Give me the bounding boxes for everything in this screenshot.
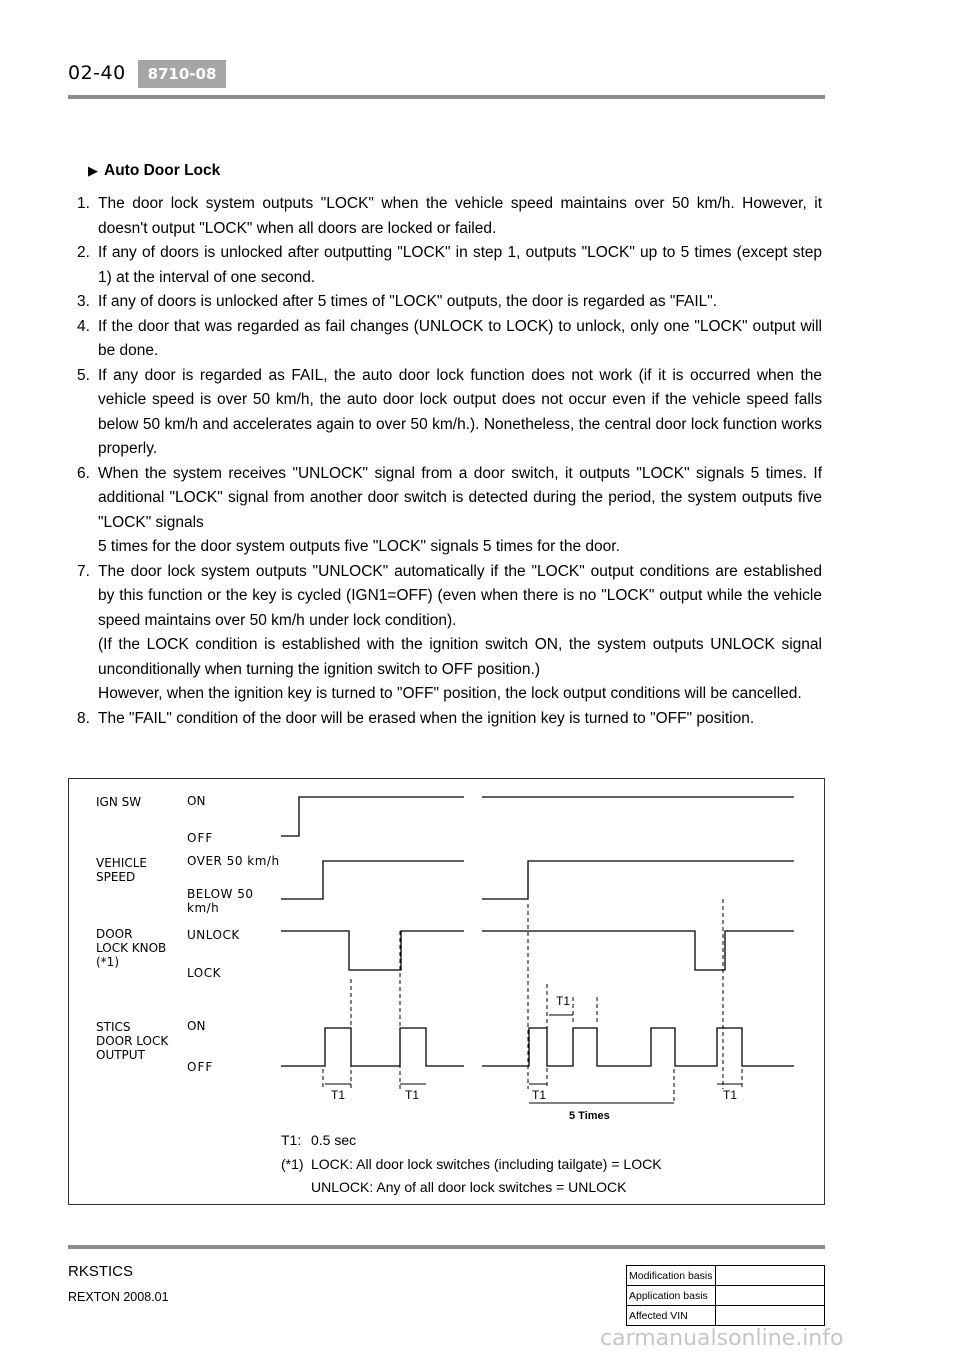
step-number: 1. [77,195,90,212]
step-text: The door lock system outputs "UNLOCK" automatically if the "LOCK" output conditions are established by this function or the key is cycled (IGN1=OFF) (even when there is no "LOCK" output while the vehicle speed maintains over 50 km/h under lock condition). [98,562,822,629]
output-waveform-segment-1 [281,1028,464,1066]
step-item [72,241,822,290]
state-ign-off: OFF [187,831,214,845]
step-item [72,315,822,364]
table-cell-label: Application basis [627,1286,716,1306]
page-number: 02-40 [68,62,126,84]
steps-list [72,192,822,731]
step-item [72,560,822,707]
t1-label: T1 [556,994,571,1008]
section-code-badge: 8710-08 [138,60,226,88]
state-speed-over: OVER 50 km/h [187,854,280,868]
timing-diagram [68,778,825,1205]
signal-name-door-knob: DOOR LOCK KNOB (*1) [96,927,167,969]
section-title-text: Auto Door Lock [104,162,221,179]
table-cell-value [716,1286,825,1306]
note-key: T1: [281,1132,302,1148]
step-item [72,364,822,462]
step-number: 3. [77,293,90,310]
speed-waveform-segment-2 [482,861,794,899]
step-item [72,707,822,732]
section-title [88,162,220,180]
table-row [627,1306,825,1326]
table-cell-label: Affected VIN [627,1306,716,1326]
state-output-on: ON [187,1019,206,1033]
signal-name-ign: IGN SW [96,795,142,809]
step-number: 5. [77,366,90,384]
output-waveform-segment-2 [482,1028,794,1066]
t1-label: T1 [331,1088,346,1102]
t1-label: T1 [723,1088,738,1102]
step-number: 8. [77,709,90,727]
step-text: (If the LOCK condition is established with the ignition switch ON, the system outputs UNLOCK signal unconditionally when turning the ignition switch to OFF position.) [98,636,822,678]
table-row [627,1266,825,1286]
state-ign-on: ON [187,794,206,808]
step-item [72,192,822,241]
step-text: If any of doors is unlocked after outputting "LOCK" in step 1, outputs "LOCK" up to 5 times (except step 1) at the interval of one second. [98,244,822,286]
step-text: If any door is regarded as FAIL, the auto door lock function does not work (if it is occurred when the vehicle speed is over 50 km/h, the auto door lock output does not occur even if the vehicle speed falls below 50 km/h and accelerates again to over 50 km/h.). Nonetheless, the central door lock function works properly. [98,366,822,457]
ign-waveform-segment-1 [281,797,464,836]
step-number: 2. [77,244,90,261]
speed-waveform-segment-1 [281,861,464,899]
step-text: When the system receives "UNLOCK" signal from a door switch, it outputs "LOCK" signals 5 times. If additional "LOCK" signal from another door switch is detected during the period, the system outputs five "LOCK" signals [98,464,822,531]
step-item [72,290,822,315]
note-key: (*1) [281,1156,304,1172]
step-number: 7. [77,562,90,580]
footer-model: REXTON 2008.01 [68,1290,169,1304]
state-speed-below: BELOW 50 km/h [187,887,254,915]
step-text: The door lock system outputs "LOCK" when the vehicle speed maintains over 50 km/h. However, it doesn't output "LOCK" when all doors are locked or failed. [98,195,822,237]
header-divider [68,95,825,99]
t1-label: T1 [532,1088,547,1102]
step-text: However, when the ignition key is turned to "OFF" position, the lock output conditions will be cancelled. [98,685,802,702]
table-cell-value [716,1306,825,1326]
state-unlock: UNLOCK [187,928,240,942]
table-cell-label: Modification basis [627,1266,716,1286]
triangle-bullet-icon: ▶ [88,163,98,178]
waveform-graphic [69,779,826,1206]
note-text: LOCK: All door lock switches (including tailgate) = LOCK [311,1156,662,1172]
knob-waveform-segment-1 [281,931,464,970]
t1-label: T1 [405,1088,420,1102]
step-text: The "FAIL" condition of the door will be erased when the ignition key is turned to "OFF" position. [98,709,755,727]
note-text: 0.5 sec [311,1132,357,1148]
signal-name-speed: VEHICLE SPEED [96,856,147,884]
step-text: If any of doors is unlocked after 5 times of "LOCK" outputs, the door is regarded as "FAIL". [98,293,718,310]
footer-divider [68,1245,825,1249]
knob-waveform-segment-2 [482,931,794,970]
watermark: carmanualsonline.info [600,1326,844,1351]
modification-table [626,1265,825,1326]
state-output-off: OFF [187,1060,214,1074]
step-text: 5 times for the door system outputs five "LOCK" signals 5 times for the door. [98,538,620,555]
footer-brand: RKSTICS [68,1263,134,1280]
step-number: 6. [77,464,90,482]
step-item [72,462,822,560]
step-number: 4. [77,317,90,335]
state-lock: LOCK [187,966,221,980]
note-text: UNLOCK: Any of all door lock switches = UNLOCK [311,1179,627,1195]
table-cell-value [716,1266,825,1286]
signal-name-lock-output: STICS DOOR LOCK OUTPUT [96,1020,169,1062]
five-times-label: 5 Times [569,1110,610,1122]
step-text: If the door that was regarded as fail changes (UNLOCK to LOCK) to unlock, only one "LOCK" output will be done. [98,317,822,359]
table-row [627,1286,825,1306]
